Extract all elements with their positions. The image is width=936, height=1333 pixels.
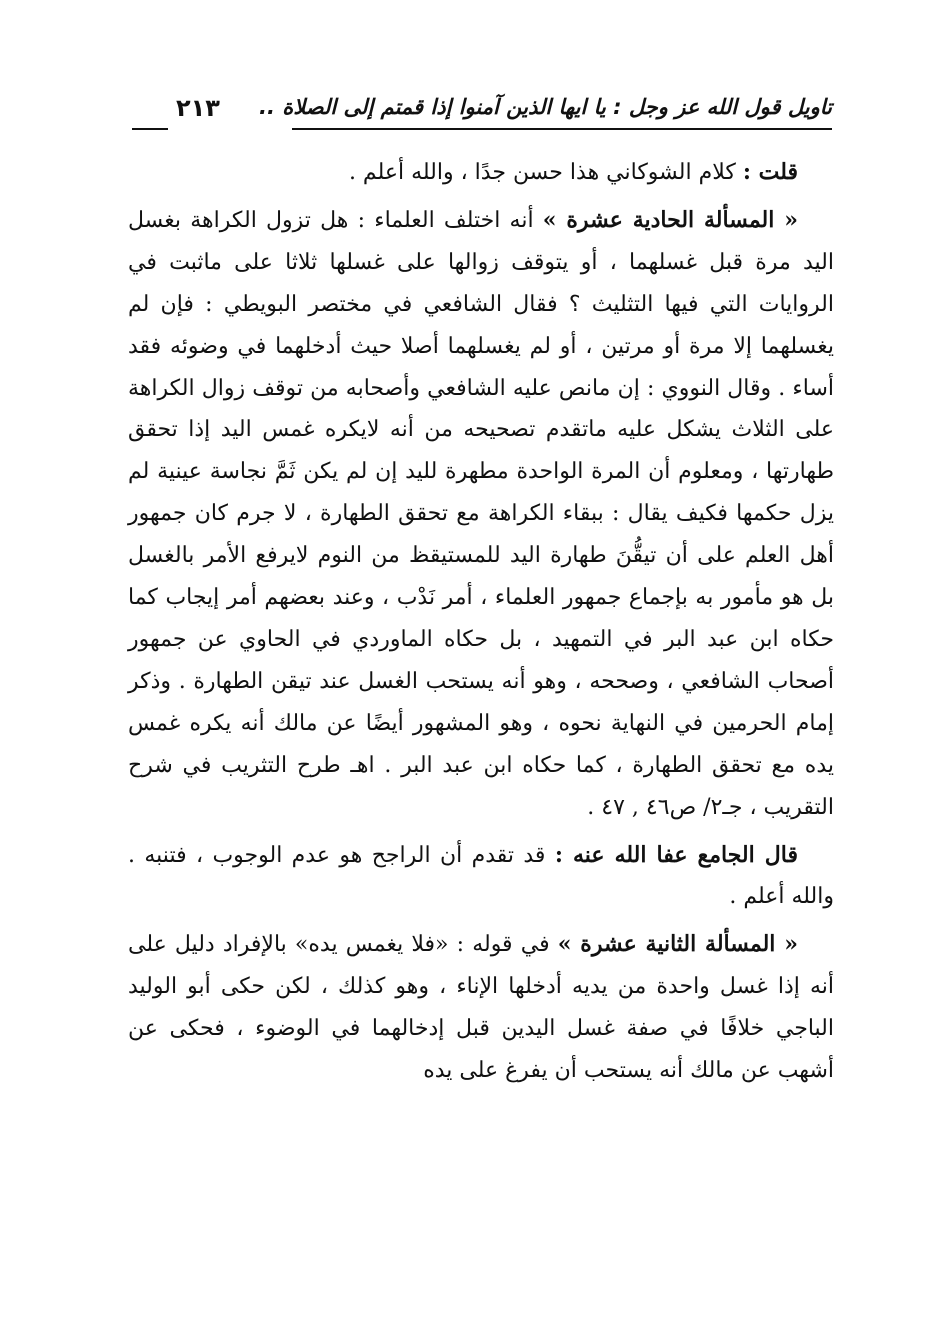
paragraph-lead: « المسألة الحادية عشرة » — [542, 206, 798, 233]
header-rule-gap — [162, 126, 292, 132]
paragraph-compiler-note — [128, 835, 834, 919]
paragraph-body: قد تقدم أن الراجح هو عدم الوجوب ، فتنبه . والله أعلم . — [128, 842, 834, 910]
page-number-dash — [132, 128, 168, 130]
paragraph-issue-11 — [128, 200, 834, 829]
page-number: ٢١٣ — [176, 94, 220, 122]
body-text — [128, 152, 834, 1092]
paragraph-qultu — [128, 152, 834, 194]
paragraph-lead: قلت : — [742, 159, 798, 185]
paragraph-body: أنه اختلف العلماء : هل تزول الكراهة بغسل اليد مرة قبل غسلهما ، أو يتوقف زوالها على غسلها ثلاثا على ماثبت في الروايات التي فيها التثليث ؟ فقال الشافعي في مختصر البويطي : فإن لم يغسلهما إلا مرة أو مرتين ، أو لم يغسلهما أصلا حيث أدخلهما في وضوئه فقد أساء . وقال النووي : إن مانص عليه الشافعي وأصحابه من توقف زوال الكراهة على الثلاث يشكل عليه ماتقدم تصحيحه من أنه لايكره غمس اليد إذا تحقق طهارتها ، ومعلوم أن المرة الواحدة مطهرة لليد إن لم يكن ثَمَّ نجاسة عينية لم يزل حكمها فكيف يقال : ببقاء الكراهة مع تحقق الطهارة ، لا جرم كان جمهور أهل العلم على أن تيقُّنَ طهارة اليد للمستيقظ من النوم لايرفع الأمر بالغسل بل هو مأمور به بإجماع جمهور العلماء ، أمر نَدْب ، وعند بعضهم أمر إيجاب كما حكاه ابن عبد البر في التمهيد ، بل حكاه الماوردي في الحاوي عن جمهور أصحاب الشافعي ، وصححه ، وهو أنه يستحب الغسل عند تيقن الطهارة . وذكر إمام الحرمين في النهاية نحوه ، وهو المشهور أيضًا عن مالك أنه يكره غمس يده مع تحقق الطهارة ، كما حكاه ابن عبد البر . اهـ طرح التثريب في شرح التقريب ، جـ٢/ ص٤٦ , ٤٧ . — [128, 207, 834, 820]
paragraph-lead: قال الجامع عفا الله عنه : — [554, 841, 798, 868]
running-title: تاويل قول الله عز وجل : يا ايها الذين آمنوا إذا قمتم إلى الصلاة .. — [259, 95, 832, 119]
paragraph-lead: « المسألة الثانية عشرة » — [557, 931, 798, 958]
paragraph-body: في قوله : «فلا يغمس يده» بالإفراد دليل على أنه إذا غسل واحدة من يديه أدخلها الإناء ، وهو كذلك ، لكن حكى أبو الوليد الباجي خلافًا في صفة غسل اليدين قبل إدخالهما في الوضوء ، فحكى عن أشهب عن مالك أنه يستحب أن يفرغ على يده — [128, 932, 834, 1084]
page-header — [132, 92, 832, 136]
paragraph-body: كلام الشوكاني هذا حسن جدًا ، والله أعلم . — [348, 160, 743, 185]
paragraph-issue-12 — [128, 924, 834, 1092]
